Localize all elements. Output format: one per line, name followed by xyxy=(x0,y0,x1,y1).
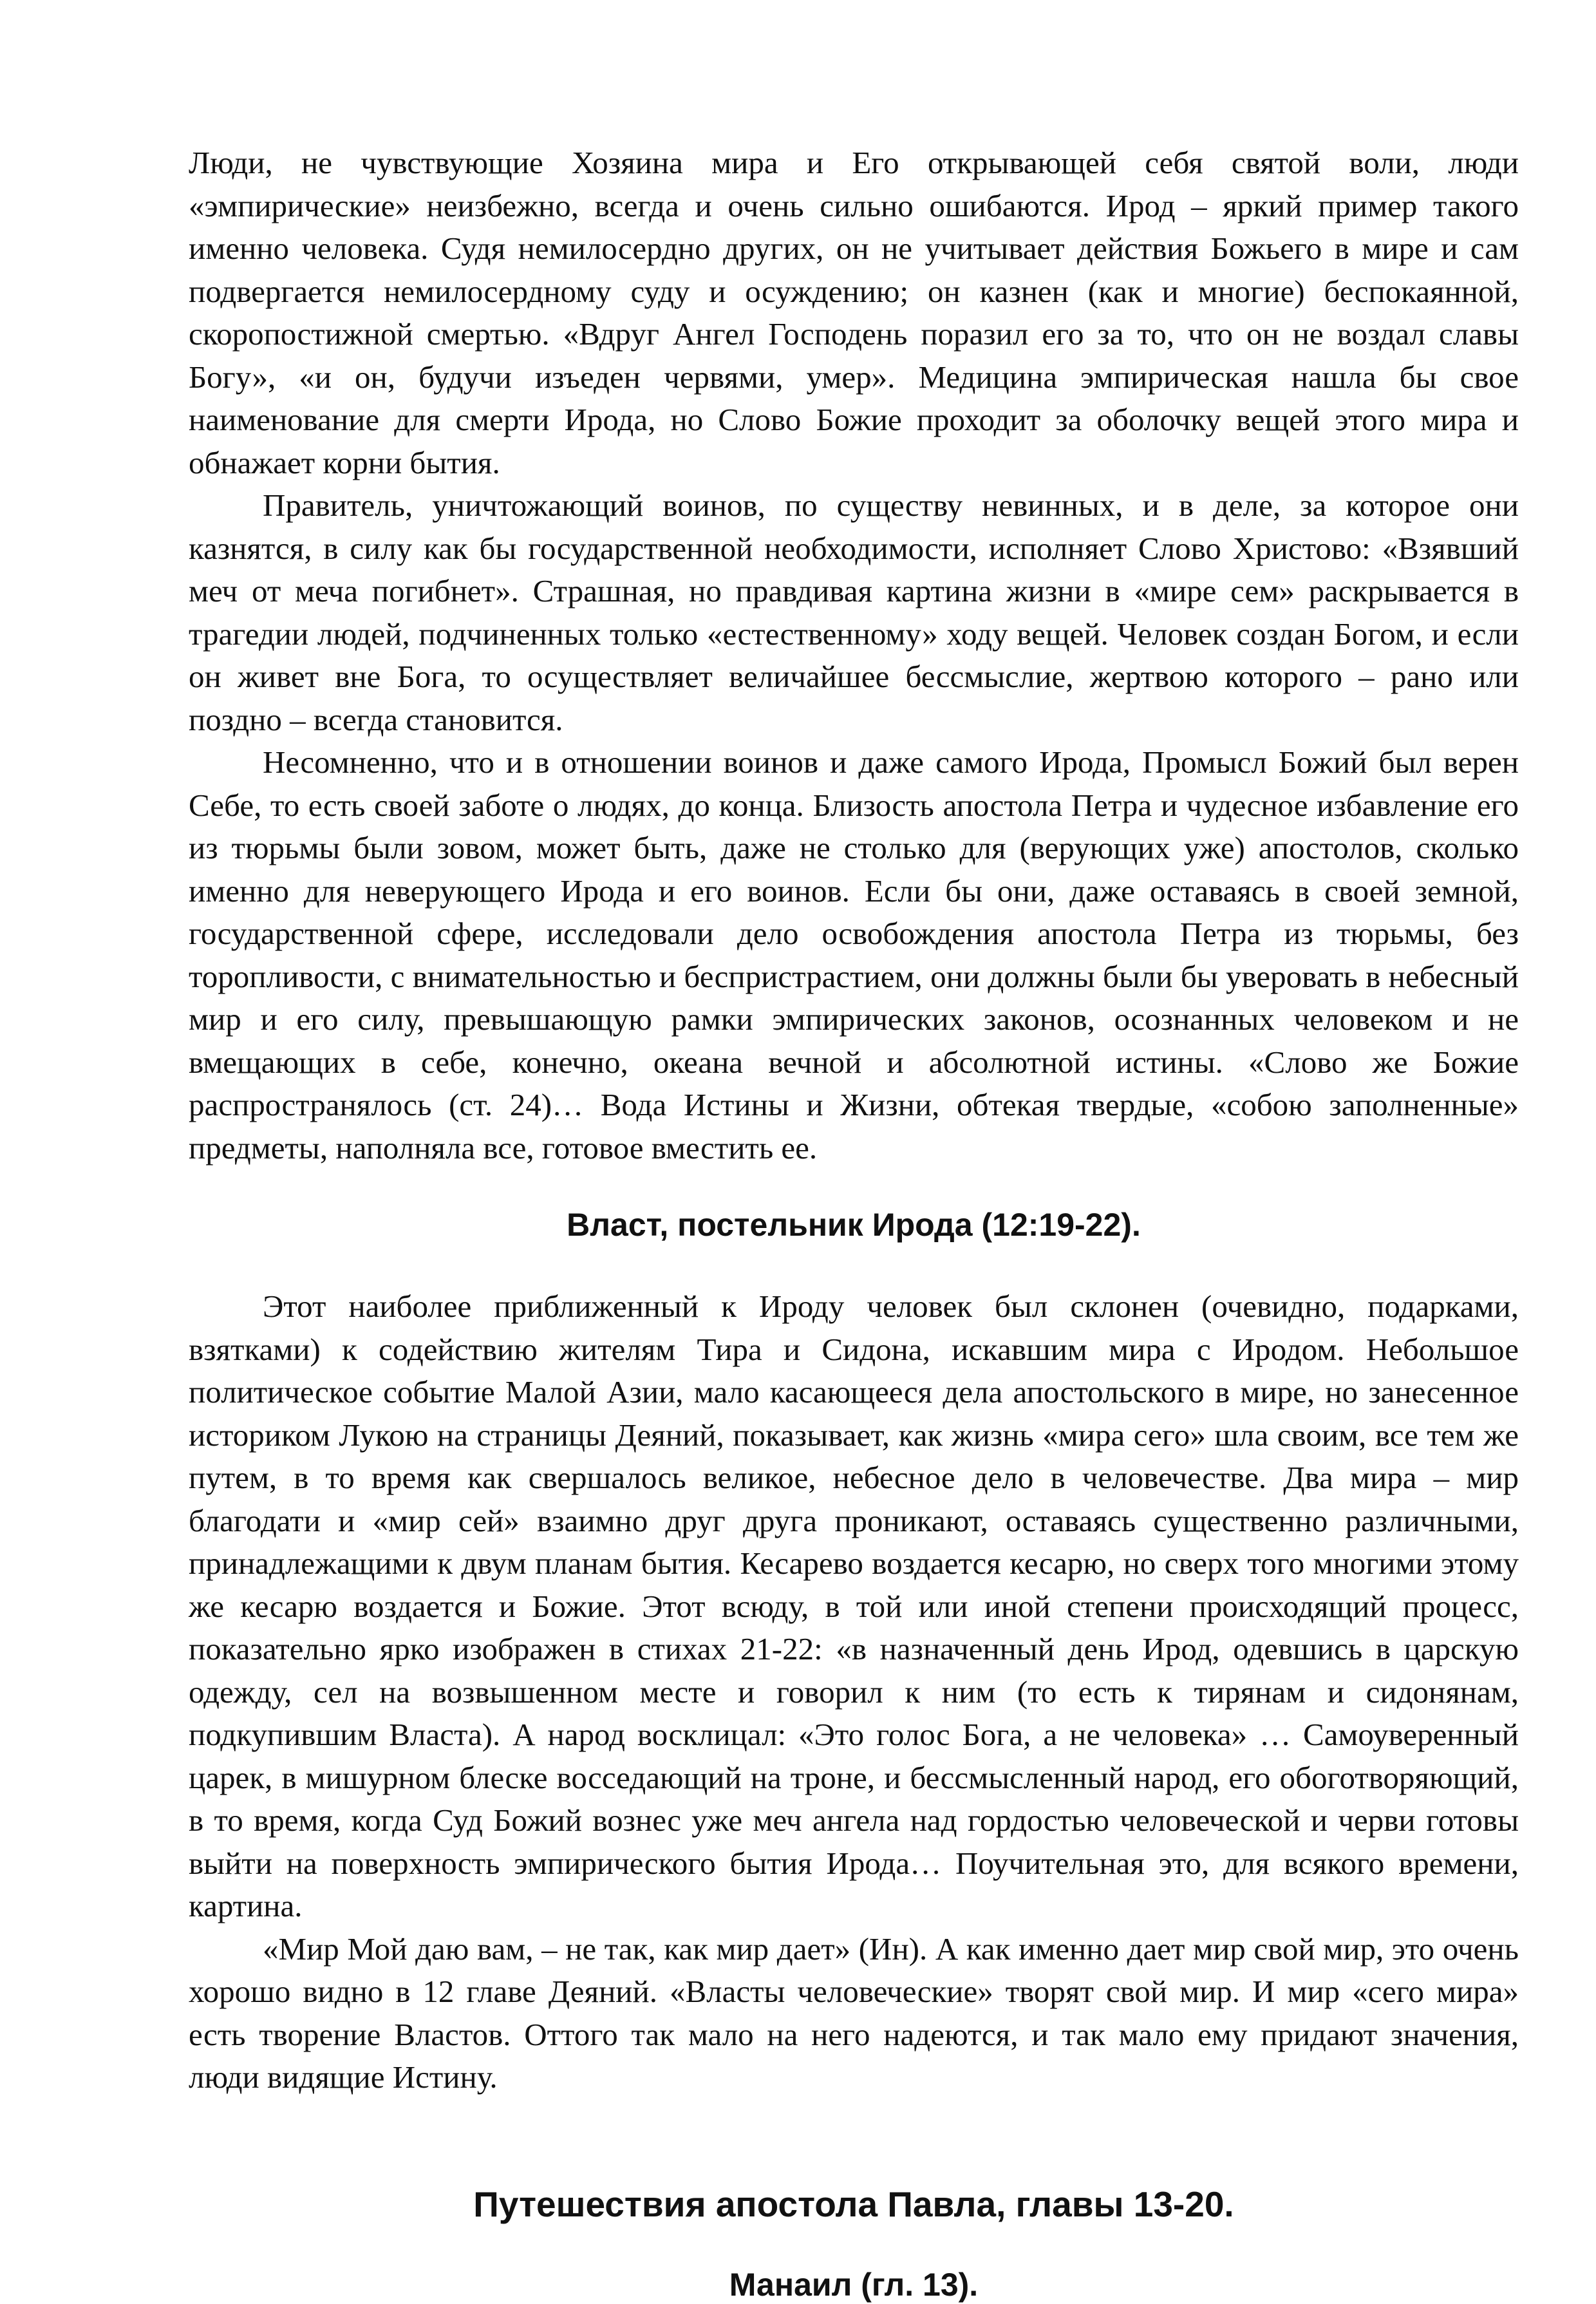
paragraph-my-peace: «Мир Мой даю вам, – не так, как мир дает» (Ин). А как именно дает мир свой мир, это очень хорошо видно в 12 главе Деяний. «Власты человеческие» творят свой мир. И мир «сего мира» есть творение Властов. Оттого так мало на него надеются, и так мало ему придают значения, люди видящие Истину. xyxy=(189,1931,1519,2095)
paragraph-ruler-warriors: Правитель, уничтожающий воинов, по существу невинных, и в деле, за которое они казнятся, в силу как бы государственной необходимости, исполняет Слово Христово: «Взявший меч от меча погибнет». Страшная, но правдивая картина жизни в «мире сем» раскрывается в трагедии людей, подчиненных только «естественному» ходу вещей. Человек создан Богом, и если он живет вне Бога, то осуществляет величайшее бессмыслие, жертвою которого – рано или поздно – всегда становится. xyxy=(189,487,1519,737)
document-page xyxy=(189,142,1519,2304)
paragraph-herod-empirical: Люди, не чувствующие Хозяина мира и Его открывающей себя святой воли, люди «эмпирические» неизбежно, всегда и очень сильно ошибаются. Ирод – яркий пример такого именно человека. Судя немилосердно других, он не учитывает действия Божьего в мире и сам подвергается немилосердному суду и осуждению; он казнен (как и многие) беспокаянной, скоропостижной смертью. «Вдруг Ангел Господень поразил его за то, что он не воздал славы Богу», «и он, будучи изъеден червями, умер». Медицина эмпирическая нашла бы свое наименование для смерти Ирода, но Слово Божие проходит за оболочку вещей этого мира и обнажает корни бытия. xyxy=(189,145,1519,480)
section-heading-vlast: Власт, постельник Ирода (12:19-22). xyxy=(567,1207,1141,1243)
section-heading-manail: Манаил (гл. 13). xyxy=(729,2266,979,2303)
paragraph-providence: Несомненно, что и в отношении воинов и даже самого Ирода, Промысл Божий был верен Себе, то есть своей заботе о людях, до конца. Близость апостола Петра и чудесное избавление его из тюрьмы были зовом, может быть, даже не столько для (верующих уже) апостолов, сколько именно для неверующего Ирода и его воинов. Если бы они, даже оставаясь в своей земной, государственной сфере, исследовали дело освобождения апостола Петра из тюрьмы, без торопливости, с внимательностью и беспристрастием, они должны были бы уверовать в небесный мир и его силу, превышающую рамки эмпирических законов, осознанных человеком и не вмещающих в себе, конечно, океана вечной и абсолютной истины. «Слово же Божие распространялось (ст. 24)… Вода Истины и Жизни, обтекая твердые, «собою заполненные» предметы, наполняла все, готовое вместить ее. xyxy=(189,744,1519,1166)
chapter-heading-paul-travels: Путешествия апостола Павла, главы 13-20. xyxy=(473,2184,1234,2224)
paragraph-vlast-chamberlain: Этот наиболее приближенный к Ироду человек был склонен (очевидно, подарками, взятками) к содействию жителям Тира и Сидона, искавшим мира с Иродом. Небольшое политическое событие Малой Азии, мало касающееся дела апостольского в мире, но занесенное историком Лукою на страницы Деяний, показывает, как жизнь «мира сего» шла своим, все тем же путем, в то время как свершалось великое, небесное дело в человечестве. Два мира – мир благодати и «мир сей» взаимно друг друга проникают, оставаясь существенно различными, принадлежащими к двум планам бытия. Кесарево воздается кесарю, но сверх того многими этому же кесарю воздается и Божие. Этот всюду, в той или иной степени происходящий процесс, показательно ярко изображен в стихах 21-22: «в назначенный день Ирод, одевшись в царскую одежду, сел на возвышенном месте и говорил к ним (то есть к тирянам и сидонянам, подкупившим Власта). А народ восклицал: «Это голос Бога, а не человека» … Самоуверенный царек, в мишурном блеске восседающий на троне, и бессмысленный народ, его обоготворяющий, в то время, когда Суд Божий вознес уже меч ангела над гордостью человеческой и черви готовы выйти на поверхность эмпирического бытия Ирода… Поучительная это, для всякого времени, картина. xyxy=(189,1289,1519,1923)
